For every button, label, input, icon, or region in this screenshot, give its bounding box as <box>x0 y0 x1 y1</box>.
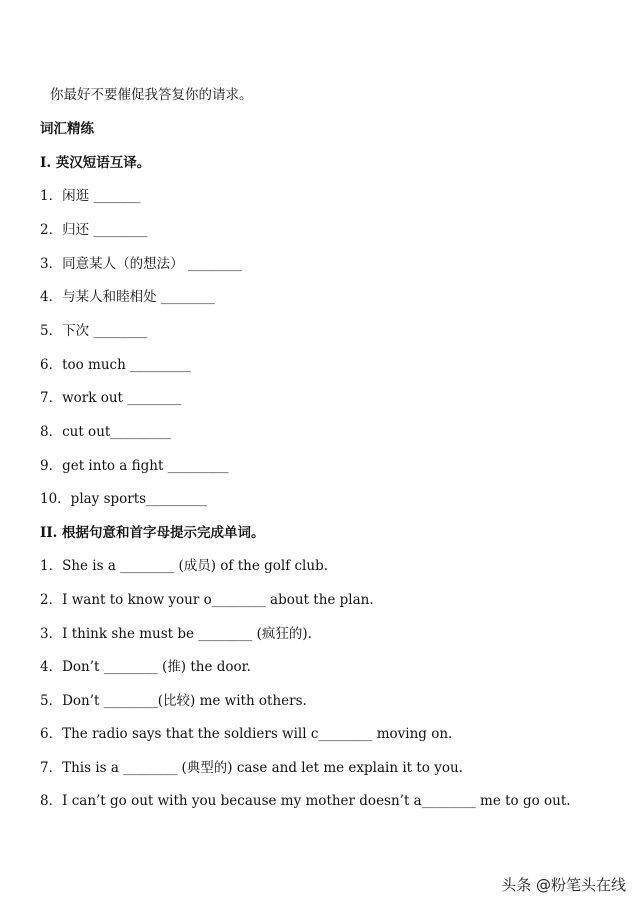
part2-heading: II. 根据句意和首字母提示完成单词。 <box>40 525 265 541</box>
part1-item: 9．get into a fight _________ <box>40 458 229 474</box>
part1-item: 5．下次 ________ <box>40 323 148 339</box>
section-title: 词汇精练 <box>40 121 94 137</box>
part1-item: 8．cut out_________ <box>40 424 172 440</box>
part2-item: 7．This is a ________ (典型的) case and let me explain it to you. <box>40 760 463 776</box>
part1-item: 3．同意某人（的想法） ________ <box>40 256 242 272</box>
part1-item: 4．与某人和睦相处 ________ <box>40 289 215 305</box>
part1-item: 10．play sports_________ <box>40 491 207 507</box>
part2-item: 4．Don’t ________ (推) the door. <box>40 659 251 675</box>
part1-item: 2．归还 ________ <box>40 222 148 238</box>
part2-item: 2．I want to know your o________ about the plan. <box>40 592 374 608</box>
intro-sentence: 你最好不要催促我答复你的请求。 <box>50 87 253 103</box>
watermark: 头条 @粉笔头在线 <box>501 876 626 894</box>
part2-item: 5．Don’t ________(比较) me with others. <box>40 693 307 709</box>
part2-item: 1．She is a ________ (成员) of the golf club. <box>40 558 329 574</box>
part1-item: 6．too much _________ <box>40 357 191 373</box>
part1-item: 1．闲逛 _______ <box>40 188 141 204</box>
part2-item: 3．I think she must be ________ (疯狂的). <box>40 626 312 642</box>
part2-item: 8．I can’t go out with you because my mother doesn’t a________ me to go out. <box>40 793 571 809</box>
part1-heading: I. 英汉短语互译。 <box>40 155 151 171</box>
part1-item: 7．work out ________ <box>40 390 182 406</box>
part2-item: 6．The radio says that the soldiers will c________ moving on. <box>40 726 453 742</box>
